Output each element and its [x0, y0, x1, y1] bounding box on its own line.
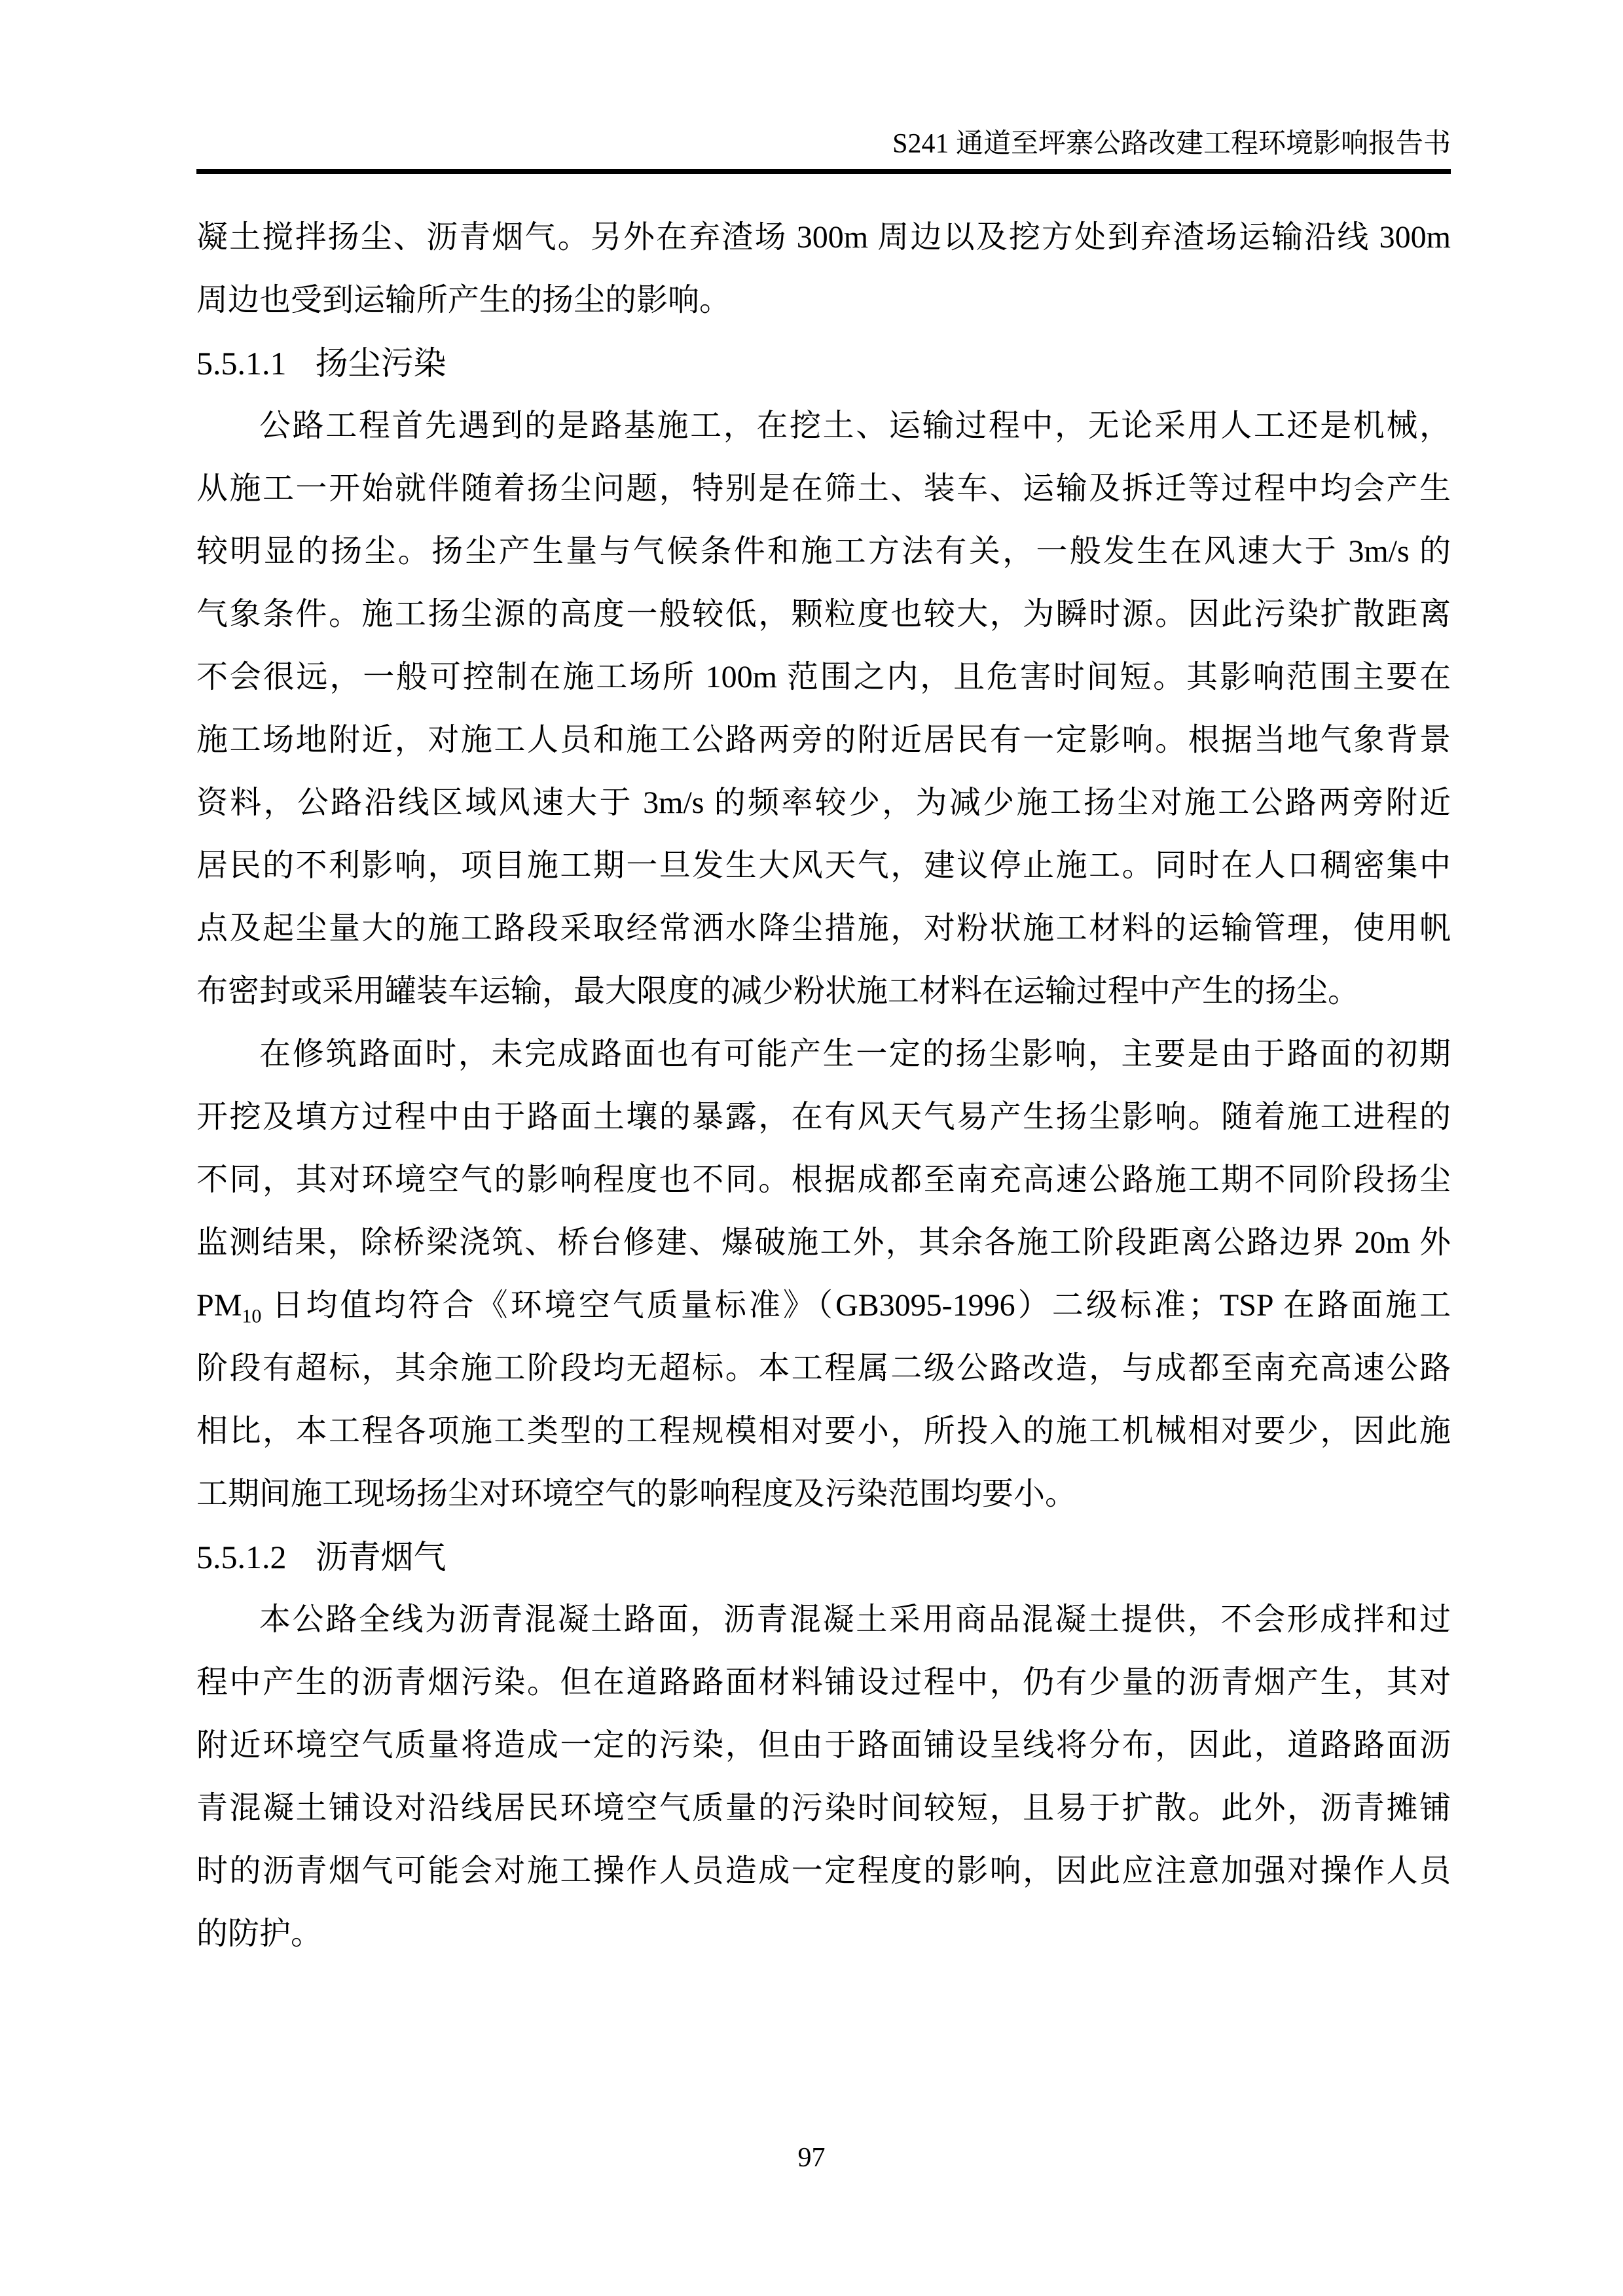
text-line: 点及起尘量大的施工路段采取经常洒水降尘措施，对粉状施工材料的运输管理，使用帆 [196, 911, 1451, 946]
text-line: 在修筑路面时，未完成路面也有可能产生一定的扬尘影响，主要是由于路面的初期 [259, 1037, 1451, 1071]
text-line: 青混凝土铺设对沿线居民环境空气质量的污染时间较短，且易于扩散。此外，沥青摊铺 [196, 1791, 1451, 1825]
text-line: 不同，其对环境空气的影响程度也不同。根据成都至南充高速公路施工期不同阶段扬尘 [196, 1162, 1451, 1197]
text-line: $PM_{10}$ 日均值均符合《环境空气质量标准》（GB3095-1996）二级标准；TSP 在路面施工 [196, 1288, 1451, 1327]
header-title: S241 通道至坪寨公路改建工程环境影响报告书 [892, 129, 1451, 159]
text-line: 周边也受到运输所产生的扬尘的影响。 [196, 283, 731, 317]
text-line: 施工场地附近，对施工人员和施工公路两旁的附近居民有一定影响。根据当地气象背景 [196, 723, 1451, 757]
text-line: 附近环境空气质量将造成一定的污染，但由于路面铺设呈线将分布，因此，道路路面沥 [196, 1728, 1451, 1763]
text-line: 的防护。 [196, 1916, 323, 1951]
document-body [196, 206, 1451, 1965]
text-line: 程中产生的沥青烟污染。但在道路路面材料铺设过程中，仍有少量的沥青烟产生，其对 [196, 1665, 1451, 1700]
header-rule [196, 169, 1451, 174]
page-footer [0, 2142, 1623, 2174]
text-line: 工期间施工现场扬尘对环境空气的影响程度及污染范围均要小。 [196, 1477, 1077, 1511]
text-line: 凝土搅拌扬尘、沥青烟气。另外在弃渣场 300m 周边以及挖方处到弃渣场运输沿线 300m [196, 220, 1451, 255]
section-number: 5.5.1.1 [196, 345, 287, 382]
text-line: 较明显的扬尘。扬尘产生量与气候条件和施工方法有关，一般发生在风速大于 3m/s 的 [196, 534, 1451, 569]
text-line: 从施工一开始就伴随着扬尘问题，特别是在筛土、装车、运输及拆迁等过程中均会产生 [196, 471, 1451, 506]
page-number: 97 [797, 2143, 826, 2173]
text-line: 开挖及填方过程中由于路面土壤的暴露，在有风天气易产生扬尘影响。随着施工进程的 [196, 1100, 1451, 1134]
page-header [196, 0, 1451, 174]
text-line: 居民的不利影响，项目施工期一旦发生大风天气，建议停止施工。同时在人口稠密集中 [196, 848, 1451, 883]
text-line: 相比，本工程各项施工类型的工程规模相对要小，所投入的施工机械相对要少，因此施 [196, 1414, 1451, 1448]
text-line: 资料，公路沿线区域风速大于 3m/s 的频率较少，为减少施工扬尘对施工公路两旁附近 [196, 785, 1451, 820]
text-line: 监测结果，除桥梁浇筑、桥台修建、爆破施工外，其余各施工阶段距离公路边界 20m 外 [196, 1225, 1451, 1260]
text-line: 不会很远，一般可控制在施工场所 100m 范围之内，且危害时间短。其影响范围主要在 [196, 660, 1451, 694]
section-number: 5.5.1.2 [196, 1539, 287, 1575]
section-heading [196, 332, 1451, 395]
section-title: 扬尘污染 [315, 345, 447, 382]
text-line: 布密封或采用罐装车运输，最大限度的减少粉状施工材料在运输过程中产生的扬尘。 [196, 974, 1360, 1009]
text-line: 气象条件。施工扬尘源的高度一般较低，颗粒度也较大，为瞬时源。因此污染扩散距离 [196, 597, 1451, 632]
section-heading [196, 1526, 1451, 1588]
text-line: 时的沥青烟气可能会对施工操作人员造成一定程度的影响，因此应注意加强对操作人员 [196, 1854, 1451, 1888]
text-line: 公路工程首先遇到的是路基施工，在挖土、运输过程中，无论采用人工还是机械， [259, 408, 1451, 443]
section-title: 沥青烟气 [315, 1539, 447, 1575]
text-line: 本公路全线为沥青混凝土路面，沥青混凝土采用商品混凝土提供，不会形成拌和过 [259, 1602, 1451, 1637]
text-line: 阶段有超标，其余施工阶段均无超标。本工程属二级公路改造，与成都至南充高速公路 [196, 1351, 1451, 1386]
